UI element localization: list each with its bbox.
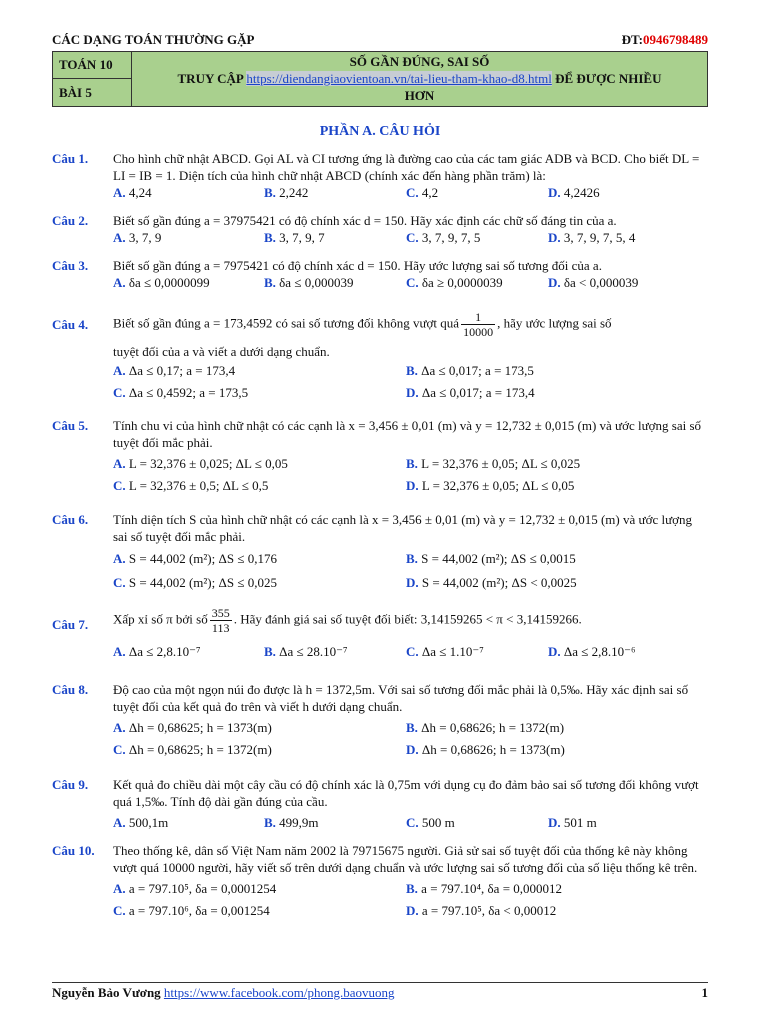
lesson-title: SỐ GẦN ĐÚNG, SAI SỐ: [349, 54, 490, 69]
question-number: Câu 6.: [52, 512, 89, 527]
option-b[interactable]: B. 499,9m: [264, 815, 319, 830]
option-a[interactable]: A. Δh = 0,68625; h = 1373(m): [113, 720, 272, 735]
question-text: Biết số gần đúng a = 37975421 có độ chính xác d = 150. Hãy xác định các chữ số đáng tin của a.: [113, 213, 617, 228]
fraction: $\frac{355}{113}$: [211, 606, 230, 635]
option-d[interactable]: D. 4,2426: [548, 185, 600, 200]
access-line: TRUY CẬP https://diendangiaovientoan.vn/tai-lieu-tham-khao-d8.html ĐỂ ĐƯỢC NHIỀU: [177, 71, 662, 86]
question-number: Câu 10.: [52, 843, 95, 858]
facebook-link[interactable]: https://www.facebook.com/phong.baovuong: [163, 985, 395, 1000]
banner-left-cells: [53, 52, 132, 106]
question-text: Biết số gần đúng a = 7975421 có độ chính xác d = 150. Hãy ước lượng sai số tương đối của a.: [113, 258, 602, 273]
option-a[interactable]: A. a = 797.10⁵, δa = 0,0001254: [113, 881, 277, 896]
question-text-2: tuyệt đối của a và viết a dưới dạng chuẩn.: [113, 344, 330, 359]
phone-number: 0946798489: [643, 32, 708, 47]
footer-author: Nguyễn Bảo Vương https://www.facebook.com/phong.baovuong: [52, 985, 395, 1000]
option-c[interactable]: C. S = 44,002 (m²); ΔS ≤ 0,025: [113, 575, 277, 590]
grade-cell: TOÁN 10: [53, 52, 131, 79]
part-title: PHẦN A. CÂU HỎI: [319, 124, 441, 139]
option-b[interactable]: B. Δa ≤ 28.10⁻⁷: [264, 644, 348, 659]
resource-link[interactable]: https://diendangiaovientoan.vn/tai-lieu-tham-khao-d8.html: [246, 71, 552, 86]
option-c[interactable]: C. Δa ≤ 0,4592; a = 173,5: [113, 385, 249, 400]
document-page: [52, 0, 708, 1024]
question-text: Cho hình chữ nhật ABCD. Gọi AL và CI tương ứng là đường cao của các tam giác ADB và BCD. Cho biết DL = LI = IB = 1. Diện tích của hình chữ nhật ABCD (chính xác đến hàng phần trăm) là:: [113, 151, 700, 183]
option-c[interactable]: C. a = 797.10⁶, δa = 0,001254: [113, 903, 270, 918]
question-number: Câu 8.: [52, 682, 89, 697]
option-c[interactable]: C. L = 32,376 ± 0,5; ΔL ≤ 0,5: [113, 478, 269, 493]
question-text: Xấp xỉ số π bởi số $\frac{355}{113}$ . Hãy đánh giá sai số tuyệt đối biết: 3,14159265 < π < 3,14159266.: [113, 606, 582, 635]
option-c[interactable]: C. 4,2: [406, 185, 439, 200]
question-text: Độ cao của một ngọn núi đo được là h = 1372,5m. Với sai số tương đối mắc phải là 0,5‰. Hãy xác định sai số tuyệt đối của kết quả đo trên và viết h dưới dạng chuẩn.: [113, 682, 689, 714]
question-number: Câu 1.: [52, 151, 89, 166]
page-header: [52, 32, 708, 50]
option-c[interactable]: C. δa ≥ 0,0000039: [406, 275, 503, 290]
option-c[interactable]: C. 500 m: [406, 815, 455, 830]
question-text: Biết số gần đúng a = 173,4592 có sai số tương đối không vượt quá $\frac{1}{10000}$ , hãy ước lượng sai số: [113, 310, 612, 339]
option-a[interactable]: A. 4,24: [113, 185, 152, 200]
option-d[interactable]: D. δa < 0,000039: [548, 275, 639, 290]
page-number: 1: [701, 985, 708, 1000]
option-a[interactable]: A. S = 44,002 (m²); ΔS ≤ 0,176: [113, 551, 277, 566]
lesson-cell: BÀI 5: [59, 85, 92, 100]
page-footer: [52, 982, 708, 1003]
option-d[interactable]: D. 3, 7, 9, 7, 5, 4: [548, 230, 636, 245]
option-a[interactable]: A. L = 32,376 ± 0,025; ΔL ≤ 0,05: [113, 456, 288, 471]
option-c[interactable]: C. 3, 7, 9, 7, 5: [406, 230, 481, 245]
option-d[interactable]: D. a = 797.10⁵, δa < 0,00012: [406, 903, 557, 918]
question-number: Câu 9.: [52, 777, 89, 792]
option-d[interactable]: D. Δa ≤ 2,8.10⁻⁶: [548, 644, 636, 659]
option-a[interactable]: A. δa ≤ 0,0000099: [113, 275, 210, 290]
question-text: Tính chu vi của hình chữ nhật có các cạnh là x = 3,456 ± 0,01 (m) và y = 12,732 ± 0,015 (m) và ước lượng sai số tuyệt đối mắc phải.: [113, 418, 702, 450]
option-b[interactable]: B. 3, 7, 9, 7: [264, 230, 325, 245]
banner-title-cell: [132, 52, 707, 104]
question-number: Câu 7.: [52, 617, 89, 632]
option-a[interactable]: A. Δa ≤ 2,8.10⁻⁷: [113, 644, 201, 659]
option-b[interactable]: B. Δa ≤ 0,017; a = 173,5: [406, 363, 534, 378]
option-b[interactable]: B. Δh = 0,68626; h = 1372(m): [406, 720, 565, 735]
question-text: Theo thống kê, dân số Việt Nam năm 2002 là 79715675 người. Giả sử sai số tuyệt đối của thống kê này không vượt quá 10000 người, hãy viết số trên dưới dạng chuẩn và ước lượng sai số tương đối của số liệu thống kê trên.: [113, 843, 698, 875]
option-b[interactable]: B. S = 44,002 (m²); ΔS ≤ 0,0015: [406, 551, 576, 566]
question-number: Câu 4.: [52, 317, 89, 332]
option-b[interactable]: B. 2,242: [264, 185, 309, 200]
option-b[interactable]: B. δa ≤ 0,000039: [264, 275, 354, 290]
question-text: Kết quả đo chiều dài một cây cầu có độ chính xác là 0,75m với dụng cụ đo đảm bảo sai số tương đối không vượt quá 1,5‰. Tính độ dài gần đúng của cầu.: [113, 777, 699, 809]
option-d[interactable]: D. Δh = 0,68626; h = 1373(m): [406, 742, 565, 757]
option-c[interactable]: C. Δh = 0,68625; h = 1372(m): [113, 742, 272, 757]
question-number: Câu 5.: [52, 418, 89, 433]
header-title: CÁC DẠNG TOÁN THƯỜNG GẶP: [52, 32, 255, 47]
question-number: Câu 2.: [52, 213, 89, 228]
lesson-banner: [52, 51, 708, 107]
option-a[interactable]: A. 3, 7, 9: [113, 230, 162, 245]
header-phone: ĐT:0946798489: [621, 32, 708, 47]
question-text: Tính diện tích S của hình chữ nhật có các cạnh là x = 3,456 ± 0,01 (m) và y = 12,732 ± 0,015 (m) và ước lượng sai số tuyệt đối mắc phải.: [113, 512, 692, 544]
fraction: $\frac{1}{10000}$: [463, 310, 494, 339]
option-b[interactable]: B. L = 32,376 ± 0,05; ΔL ≤ 0,025: [406, 456, 581, 471]
access-line-2: HƠN: [404, 88, 435, 103]
option-d[interactable]: D. L = 32,376 ± 0,05; ΔL ≤ 0,05: [406, 478, 575, 493]
question-number: Câu 3.: [52, 258, 89, 273]
option-c[interactable]: C. Δa ≤ 1.10⁻⁷: [406, 644, 484, 659]
option-d[interactable]: D. Δa ≤ 0,017; a = 173,4: [406, 385, 535, 400]
option-a[interactable]: A. Δa ≤ 0,17; a = 173,4: [113, 363, 236, 378]
option-d[interactable]: D. S = 44,002 (m²); ΔS < 0,0025: [406, 575, 577, 590]
option-b[interactable]: B. a = 797.10⁴, δa = 0,000012: [406, 881, 563, 896]
option-a[interactable]: A. 500,1m: [113, 815, 169, 830]
option-d[interactable]: D. 501 m: [548, 815, 597, 830]
